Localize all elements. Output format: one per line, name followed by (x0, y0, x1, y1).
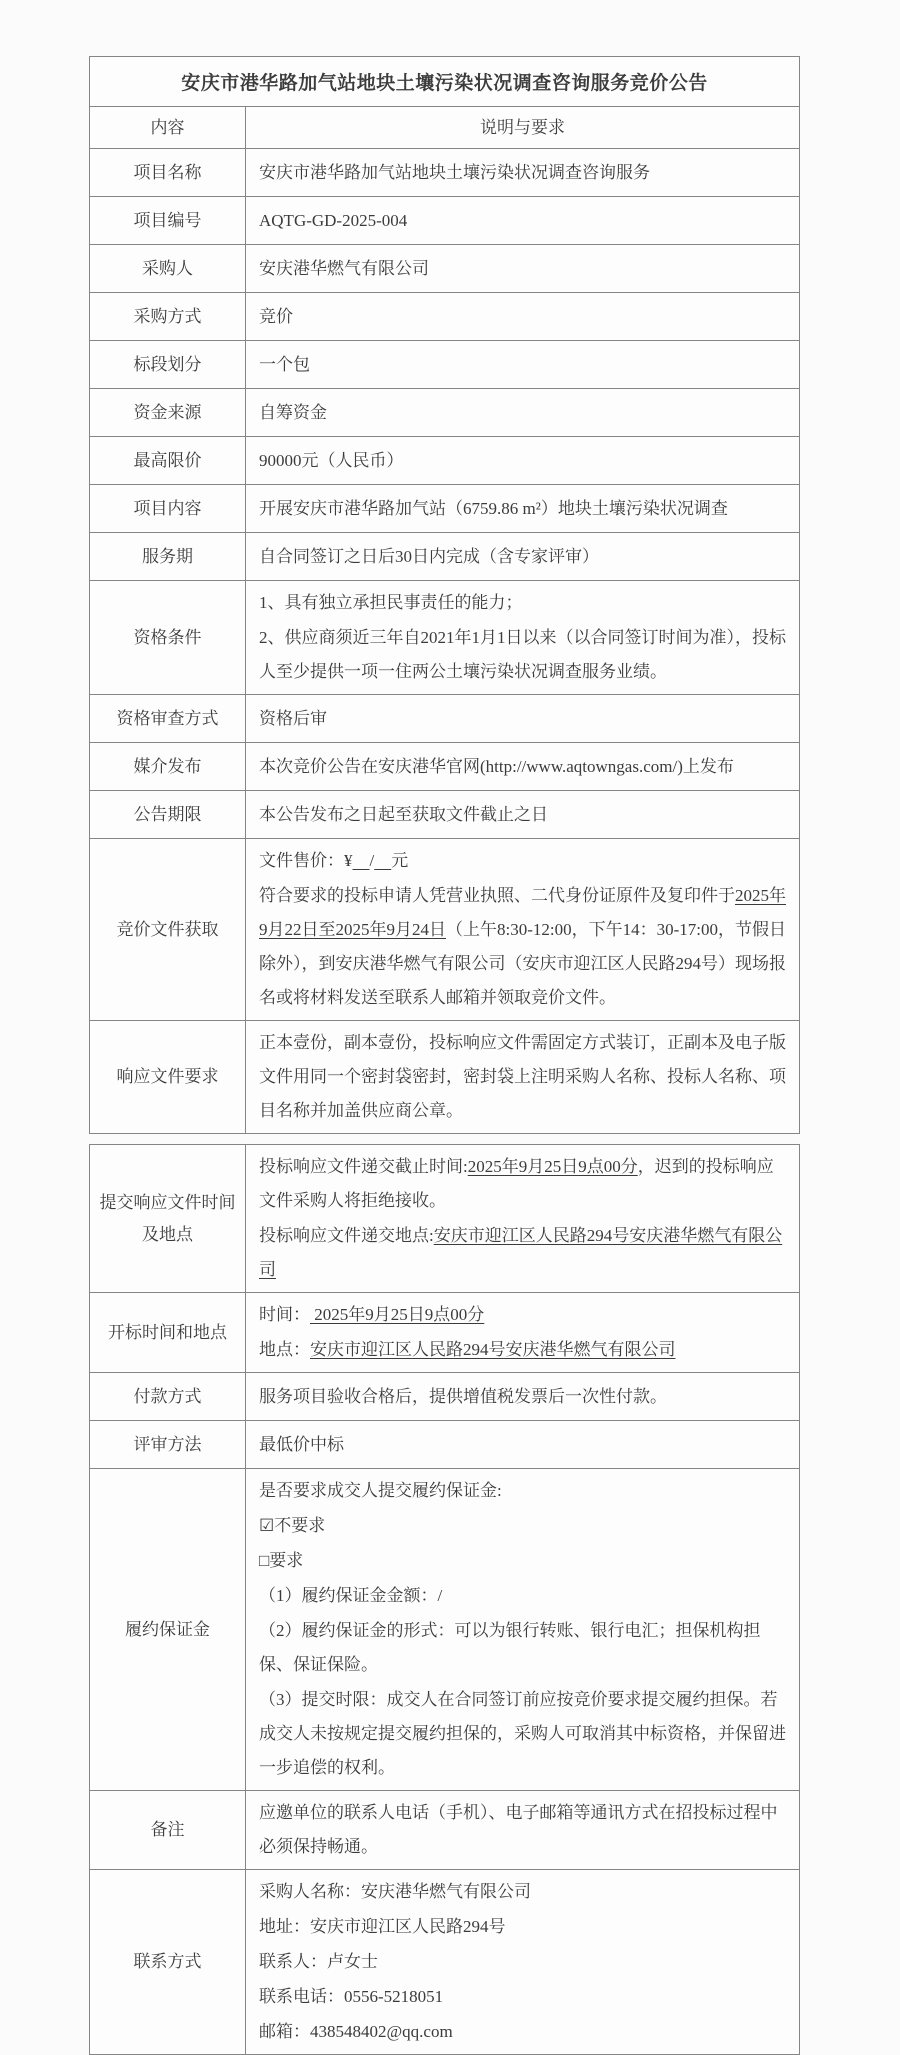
text-segment: 自合同签订之日后30日内完成（含专家评审） (259, 546, 599, 566)
text-segment: 时间： (259, 1305, 310, 1324)
text-segment: 地址：安庆市迎江区人民路294号 (259, 1917, 506, 1936)
row-label: 项目名称 (90, 149, 246, 197)
title-row (90, 57, 800, 107)
paragraph (259, 300, 786, 334)
checkbox-checked-icon: ☑ (259, 1516, 275, 1535)
row-content (246, 1870, 800, 2055)
row-opening-time-place (90, 1293, 800, 1373)
row-label: 项目内容 (90, 485, 246, 533)
paragraph (259, 348, 786, 382)
row-qualification (90, 581, 800, 695)
announcement-table-secondary (89, 1144, 800, 2055)
row-content (246, 1145, 800, 1293)
row-content (246, 197, 800, 245)
row-content (246, 437, 800, 485)
row-project-number (90, 197, 800, 245)
row-label: 履约保证金 (90, 1469, 246, 1791)
row-payment-method (90, 1373, 800, 1421)
paragraph (259, 798, 786, 832)
paragraph (259, 702, 786, 736)
paragraph (259, 1579, 786, 1613)
text-segment: 元 (391, 851, 409, 870)
row-content (246, 245, 800, 293)
text-segment: 2025年9月25日9点00分 (467, 1157, 638, 1176)
document-title: 安庆市港华路加气站地块土壤污染状况调查咨询服务竞价公告 (90, 57, 800, 107)
row-label: 标段划分 (90, 341, 246, 389)
row-content (246, 1373, 800, 1421)
row-max-price (90, 437, 800, 485)
text-segment: 2025年9月22日至2025年9月24日 (259, 886, 786, 939)
row-label: 采购方式 (90, 293, 246, 341)
row-label: 竞价文件获取 (90, 839, 246, 1021)
header-row (90, 107, 800, 149)
text-segment: 安庆市迎江区人民路294号安庆港华燃气有限公司 (259, 1226, 783, 1279)
row-qualification-review (90, 695, 800, 743)
text-segment: 正本壹份，副本壹份，投标响应文件需固定方式装订，正副本及电子版文件用同一个密封袋密封，密封袋上注明采购人名称、投标人名称、项目名称并加盖供应商公章。 (259, 1033, 786, 1120)
row-purchaser (90, 245, 800, 293)
row-label: 采购人 (90, 245, 246, 293)
paragraph (259, 1298, 786, 1332)
paragraph (259, 1945, 786, 1979)
paragraph (259, 252, 786, 286)
text-segment: （2）履约保证金的形式：可以为银行转账、银行电汇；担保机构担保、保证保险。 (259, 1621, 761, 1674)
row-content (246, 1021, 800, 1134)
row-content (246, 1469, 800, 1791)
row-label: 项目编号 (90, 197, 246, 245)
paragraph (259, 444, 786, 478)
text-segment: 本公告发布之日起至获取文件截止之日 (259, 804, 548, 824)
text-segment: 联系人：卢女士 (259, 1952, 378, 1971)
row-content (246, 743, 800, 791)
column-header-content: 内容 (90, 107, 246, 149)
text-segment: 自筹资金 (259, 402, 327, 422)
row-label: 付款方式 (90, 1373, 246, 1421)
row-content (246, 149, 800, 197)
paragraph (259, 156, 786, 190)
checkbox-unchecked-icon: □ (259, 1551, 270, 1570)
row-remarks (90, 1791, 800, 1870)
paragraph (259, 1150, 786, 1218)
text-segment: （1）履约保证金金额：/ (259, 1586, 443, 1605)
text-segment: 一个包 (259, 354, 310, 374)
text-segment: 是否要求成交人提交履约保证金: (259, 1481, 502, 1500)
column-header-description: 说明与要求 (246, 107, 800, 149)
paragraph (259, 1380, 786, 1414)
row-label: 服务期 (90, 533, 246, 581)
row-content (246, 389, 800, 437)
row-label: 公告期限 (90, 791, 246, 839)
row-announcement-period (90, 791, 800, 839)
paragraph (259, 1796, 786, 1864)
paragraph (259, 2015, 786, 2049)
row-service-period (90, 533, 800, 581)
paragraph (259, 1875, 786, 1909)
row-content (246, 1791, 800, 1870)
row-content (246, 293, 800, 341)
text-segment: 采购人名称：安庆港华燃气有限公司 (259, 1882, 531, 1901)
text-segment: 本次竞价公告在安庆港华官网(http://www.aqtowngas.com/)上发布 (259, 756, 734, 776)
text-segment: 2、供应商须近三年自2021年1月1日以来（以合同签订时间为准），投标人至少提供一项一住两公土壤污染状况调查服务业绩。 (259, 628, 786, 681)
text-segment: 竞价 (259, 306, 293, 326)
text-segment: 90000元（人民币） (259, 450, 404, 470)
row-label: 评审方法 (90, 1421, 246, 1469)
text-segment: 应邀单位的联系人电话（手机）、电子邮箱等通讯方式在招投标过程中必须保持畅通。 (259, 1803, 778, 1856)
paragraph (259, 540, 786, 574)
row-performance-bond (90, 1469, 800, 1791)
row-content (246, 791, 800, 839)
row-label: 开标时间和地点 (90, 1293, 246, 1373)
paragraph (259, 204, 786, 238)
text-segment: 不要求 (274, 1516, 326, 1535)
row-media-release (90, 743, 800, 791)
text-segment: 联系电话：0556-5218051 (259, 1987, 444, 2006)
text-segment: 2025年9月25日9点00分 (310, 1305, 485, 1324)
row-response-doc-requirements (90, 1021, 800, 1134)
text-segment: 服务项目验收合格后，提供增值税发票后一次性付款。 (259, 1386, 667, 1406)
row-label: 响应文件要求 (90, 1021, 246, 1134)
row-content (246, 695, 800, 743)
row-project-name (90, 149, 800, 197)
text-segment: 1、具有独立承担民事责任的能力； (259, 593, 523, 612)
row-label: 资金来源 (90, 389, 246, 437)
secondary-table-body (90, 1145, 800, 2055)
row-label: 资格条件 (90, 581, 246, 695)
text-segment: 符合要求的投标申请人凭营业执照、二代身份证原件及复印件于 (259, 886, 735, 905)
row-label: 媒介发布 (90, 743, 246, 791)
paragraph (259, 1219, 786, 1287)
row-content (246, 1293, 800, 1373)
row-submission-time-place (90, 1145, 800, 1293)
text-segment: AQTG-GD-2025-004 (259, 210, 408, 230)
row-funding-source (90, 389, 800, 437)
row-label: 最高限价 (90, 437, 246, 485)
text-segment: （3）提交时限：成交人在合同签订前应按竞价要求提交履约担保。若成交人未按规定提交履约担保的，采购人可取消其中标资格，并保留进一步追偿的权利。 (259, 1690, 786, 1777)
row-content (246, 1421, 800, 1469)
row-label: 资格审查方式 (90, 695, 246, 743)
main-table-body (90, 149, 800, 1134)
row-document-acquisition (90, 839, 800, 1021)
row-label: 联系方式 (90, 1870, 246, 2055)
row-label: 提交响应文件时间及地点 (90, 1145, 246, 1293)
announcement-table-main (89, 56, 800, 1134)
row-label: 备注 (90, 1791, 246, 1870)
paragraph (259, 1544, 786, 1578)
row-lot-division (90, 341, 800, 389)
paragraph (259, 750, 786, 784)
paragraph (259, 586, 786, 620)
paragraph (259, 621, 786, 689)
text-segment: 投标响应文件递交截止时间: (259, 1157, 468, 1176)
paragraph (259, 1614, 786, 1682)
row-contact-info (90, 1870, 800, 2055)
text-segment: 地点： (259, 1340, 310, 1359)
row-content (246, 485, 800, 533)
row-content (246, 533, 800, 581)
text-segment (353, 851, 370, 870)
row-content (246, 581, 800, 695)
paragraph (259, 1910, 786, 1944)
paragraph (259, 1980, 786, 2014)
paragraph (259, 1474, 786, 1508)
paragraph (259, 1333, 786, 1367)
row-purchase-method (90, 293, 800, 341)
text-segment: 文件售价：¥ (259, 851, 353, 870)
paragraph (259, 1683, 786, 1785)
text-segment: 安庆市迎江区人民路294号安庆港华燃气有限公司 (310, 1340, 676, 1359)
text-segment: ，迟到的投标响应文件采购人将拒绝接收。 (259, 1157, 774, 1210)
text-segment: 最低价中标 (259, 1434, 344, 1454)
text-segment: （上午8:30-12:00，下午14：30-17:00，节假日除外），到安庆港华燃气有限公司（安庆市迎江区人民路294号）现场报名或将材料发送至联系人邮箱并领取竞价文件。 (259, 920, 786, 1007)
text-segment: 安庆港华燃气有限公司 (259, 258, 429, 278)
text-segment: / (369, 851, 375, 870)
paragraph (259, 844, 786, 878)
paragraph (259, 879, 786, 1015)
text-segment (374, 851, 391, 870)
row-evaluation-method (90, 1421, 800, 1469)
row-content (246, 839, 800, 1021)
text-segment: 投标响应文件递交地点: (259, 1226, 434, 1245)
paragraph (259, 1026, 786, 1128)
text-segment: 资格后审 (259, 708, 327, 728)
paragraph (259, 1509, 786, 1543)
row-content (246, 341, 800, 389)
text-segment: 要求 (269, 1551, 304, 1570)
paragraph (259, 492, 786, 526)
row-project-content (90, 485, 800, 533)
paragraph (259, 396, 786, 430)
text-segment: 邮箱：438548402@qq.com (259, 2022, 453, 2041)
paragraph (259, 1428, 786, 1462)
text-segment: 安庆市港华路加气站地块土壤污染状况调查咨询服务 (259, 162, 650, 182)
text-segment: 开展安庆市港华路加气站（6759.86 m²）地块土壤污染状况调查 (259, 498, 728, 518)
